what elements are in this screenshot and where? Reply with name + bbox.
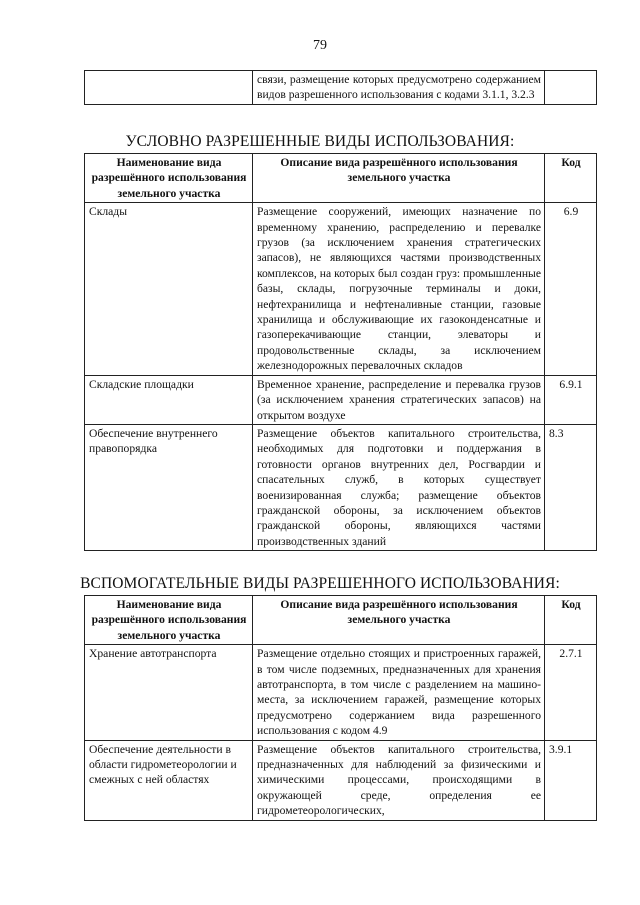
continuation-table bbox=[84, 70, 597, 105]
code-cell bbox=[545, 71, 597, 105]
header-description: Описание вида разрешённого использования земельного участка bbox=[253, 154, 545, 203]
table-row bbox=[85, 424, 597, 550]
code-cell: 6.9 bbox=[545, 203, 597, 375]
section-title-auxiliary: ВСПОМОГАТЕЛЬНЫЕ ВИДЫ РАЗРЕШЕННОГО ИСПОЛЬЗОВАНИЯ: bbox=[80, 575, 560, 592]
section-title-conditional: УСЛОВНО РАЗРЕШЕННЫЕ ВИДЫ ИСПОЛЬЗОВАНИЯ: bbox=[125, 133, 515, 150]
name-cell bbox=[85, 71, 253, 105]
conditional-uses-table bbox=[84, 153, 597, 551]
header-name: Наименование вида разрешённого использования земельного участка bbox=[85, 596, 253, 645]
header-code: Код bbox=[545, 596, 597, 645]
description-cell: Размещение объектов капитального строительства, предназначенных для наблюдений за физическими и химическими процессами, происходящими в окружающей среде, определения ее гидрометеорологических, bbox=[253, 740, 545, 820]
table-row bbox=[85, 740, 597, 820]
name-cell: Обеспечение деятельности в области гидрометеорологии и смежных с ней областях bbox=[85, 740, 253, 820]
description-cell: Размещение отдельно стоящих и пристроенных гаражей, в том числе подземных, предназначенных для хранения автотранспорта, в том числе с разделением на машино-места, за исключением гаражей, размещение которых предусмотрено содержанием вида разрешенного использования с кодом 4.9 bbox=[253, 645, 545, 740]
table-row bbox=[85, 71, 597, 105]
name-cell: Складские площадки bbox=[85, 375, 253, 424]
header-name: Наименование вида разрешённого использования земельного участка bbox=[85, 154, 253, 203]
code-cell: 3.9.1 bbox=[545, 740, 597, 820]
description-cell: Временное хранение, распределение и перевалка грузов (за исключением хранения стратегических запасов) на открытом воздухе bbox=[253, 375, 545, 424]
code-cell: 6.9.1 bbox=[545, 375, 597, 424]
description-cell: Размещение объектов капитального строительства, необходимых для подготовки и поддержания в готовности органов внутренних дел, Росгвардии и спасательных служб, в которых существует военизированная служба; размещение объектов гражданской обороны, за исключением объектов гражданской обороны, являющихся частями производственных зданий bbox=[253, 424, 545, 550]
table-header-row bbox=[85, 596, 597, 645]
table-row bbox=[85, 645, 597, 740]
code-cell: 8.3 bbox=[545, 424, 597, 550]
name-cell: Хранение автотранспорта bbox=[85, 645, 253, 740]
name-cell: Склады bbox=[85, 203, 253, 375]
page-number: 79 bbox=[313, 38, 327, 53]
header-code: Код bbox=[545, 154, 597, 203]
description-cell: связи, размещение которых предусмотрено содержанием видов разрешенного использования с кодами 3.1.1, 3.2.3 bbox=[253, 71, 545, 105]
table-header-row bbox=[85, 154, 597, 203]
table-row bbox=[85, 203, 597, 375]
description-cell: Размещение сооружений, имеющих назначение по временному хранению, распределению и перевалке грузов (за исключением хранения стратегических запасов), не являющихся частями производственных комплексов, на которых был создан груз: промышленные базы, склады, погрузочные терминалы и доки, нефтехранилища и нефтеналивные станции, газовые хранилища и обслуживающие их газоконденсатные и газоперекачивающие станции, элеваторы и продовольственные склады, за исключением железнодорожных перевалочных складов bbox=[253, 203, 545, 375]
code-cell: 2.7.1 bbox=[545, 645, 597, 740]
name-cell: Обеспечение внутреннего правопорядка bbox=[85, 424, 253, 550]
table-row bbox=[85, 375, 597, 424]
header-description: Описание вида разрешённого использования земельного участка bbox=[253, 596, 545, 645]
auxiliary-uses-table bbox=[84, 595, 597, 821]
